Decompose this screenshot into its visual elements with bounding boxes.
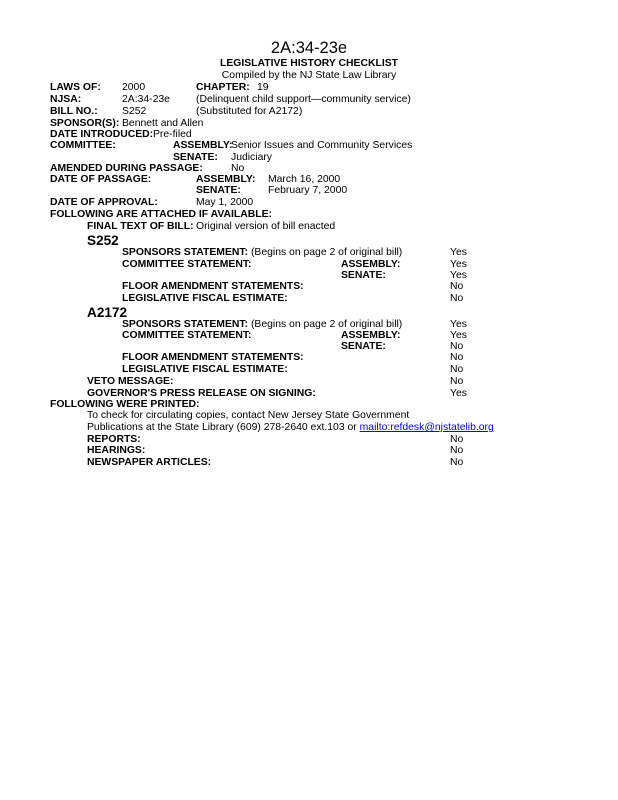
s252-sponsors-label: SPONSORS STATEMENT: xyxy=(122,247,249,258)
a2172-sponsors-label: SPONSORS STATEMENT: xyxy=(122,319,249,330)
bill-no-note: (Substituted for A2172) xyxy=(196,106,303,117)
s252-committee-label: COMMITTEE STATEMENT: xyxy=(122,259,252,270)
veto-message-value: No xyxy=(450,376,464,387)
date-introduced-value: Pre-filed xyxy=(153,129,192,140)
passage-senate-value: February 7, 2000 xyxy=(268,185,348,196)
passage-senate-label: SENATE: xyxy=(196,185,241,196)
bill-s252-heading: S252 xyxy=(87,233,119,248)
a2172-sponsors-value: Yes xyxy=(450,319,467,330)
press-release-value: Yes xyxy=(450,388,467,399)
chapter-label: CHAPTER: xyxy=(196,82,250,93)
bill-a2172-heading: A2172 xyxy=(87,305,128,320)
page-title: 2A:34-23e xyxy=(270,39,348,57)
a2172-fiscal-value: No xyxy=(450,364,464,375)
hearings-label: HEARINGS: xyxy=(87,445,146,456)
a2172-committee-senate-value: No xyxy=(450,341,464,352)
date-of-approval-label: DATE OF APPROVAL: xyxy=(50,197,158,208)
printed-contact-line2: Publications at the State Library (609) 278-2640 ext.103 or xyxy=(87,422,357,433)
compiled-by: Compiled by the NJ State Law Library xyxy=(221,70,397,81)
committee-senate-value: Judiciary xyxy=(231,152,272,163)
s252-sponsors-row xyxy=(122,247,402,259)
date-of-passage-label: DATE OF PASSAGE: xyxy=(50,174,152,185)
sponsors-value: Bennett and Allen xyxy=(122,118,204,129)
committee-label: COMMITTEE: xyxy=(50,140,116,151)
laws-of-label: LAWS OF: xyxy=(50,82,101,93)
refdesk-email-link[interactable]: mailto:refdesk@njstatelib.org xyxy=(359,422,494,433)
final-text-label: FINAL TEXT OF BILL: xyxy=(87,221,194,232)
laws-of-value: 2000 xyxy=(122,82,146,93)
date-of-approval-value: May 1, 2000 xyxy=(196,197,254,208)
amended-value: No xyxy=(231,163,245,174)
date-introduced-label: DATE INTRODUCED: xyxy=(50,129,154,140)
s252-sponsors-value: Yes xyxy=(450,247,467,258)
a2172-committee-assembly-value: Yes xyxy=(450,330,467,341)
a2172-fiscal-label: LEGISLATIVE FISCAL ESTIMATE: xyxy=(122,364,288,375)
committee-assembly-value: Senior Issues and Community Services xyxy=(231,140,413,151)
bill-no-label: BILL NO.: xyxy=(50,106,98,117)
a2172-committee-label: COMMITTEE STATEMENT: xyxy=(122,330,252,341)
printed-heading: FOLLOWING WERE PRINTED: xyxy=(50,399,200,410)
document-subtitle: LEGISLATIVE HISTORY CHECKLIST xyxy=(219,58,398,69)
newspaper-articles-label: NEWSPAPER ARTICLES: xyxy=(87,457,212,468)
s252-committee-senate-label: SENATE: xyxy=(341,270,386,281)
final-text-value: Original version of bill enacted xyxy=(196,221,336,232)
attached-heading: FOLLOWING ARE ATTACHED IF AVAILABLE: xyxy=(50,209,273,220)
amended-label: AMENDED DURING PASSAGE: xyxy=(50,163,203,174)
press-release-label: GOVERNOR'S PRESS RELEASE ON SIGNING: xyxy=(87,388,316,399)
a2172-sponsors-note: (Begins on page 2 of original bill) xyxy=(250,319,403,330)
bill-no-value: S252 xyxy=(122,106,147,117)
hearings-value: No xyxy=(450,445,464,456)
s252-floor-label: FLOOR AMENDMENT STATEMENTS: xyxy=(122,281,304,292)
reports-label: REPORTS: xyxy=(87,434,141,445)
a2172-floor-label: FLOOR AMENDMENT STATEMENTS: xyxy=(122,352,304,363)
veto-message-label: VETO MESSAGE: xyxy=(87,376,174,387)
printed-contact-line2-row xyxy=(87,422,494,434)
reports-value: No xyxy=(450,434,464,445)
a2172-committee-assembly-label: ASSEMBLY: xyxy=(341,330,401,341)
committee-assembly-label: ASSEMBLY: xyxy=(173,140,233,151)
s252-fiscal-value: No xyxy=(450,293,464,304)
s252-sponsors-note: (Begins on page 2 of original bill) xyxy=(250,247,403,258)
a2172-committee-senate-label: SENATE: xyxy=(341,341,386,352)
passage-assembly-value: March 16, 2000 xyxy=(268,174,341,185)
njsa-label: NJSA: xyxy=(50,94,82,105)
njsa-description: (Delinquent child support—community service) xyxy=(196,94,411,105)
printed-contact-line1: To check for circulating copies, contact New Jersey State Government xyxy=(87,410,410,421)
a2172-floor-value: No xyxy=(450,352,464,363)
s252-floor-value: No xyxy=(450,281,464,292)
s252-committee-assembly-label: ASSEMBLY: xyxy=(341,259,401,270)
njsa-value: 2A:34-23e xyxy=(122,94,170,105)
s252-committee-assembly-value: Yes xyxy=(450,259,467,270)
passage-assembly-label: ASSEMBLY: xyxy=(196,174,256,185)
sponsors-label: SPONSOR(S): xyxy=(50,118,120,129)
chapter-value: 19 xyxy=(257,82,269,93)
s252-fiscal-label: LEGISLATIVE FISCAL ESTIMATE: xyxy=(122,293,288,304)
s252-committee-senate-value: Yes xyxy=(450,270,467,281)
newspaper-articles-value: No xyxy=(450,457,464,468)
committee-senate-label: SENATE: xyxy=(173,152,218,163)
